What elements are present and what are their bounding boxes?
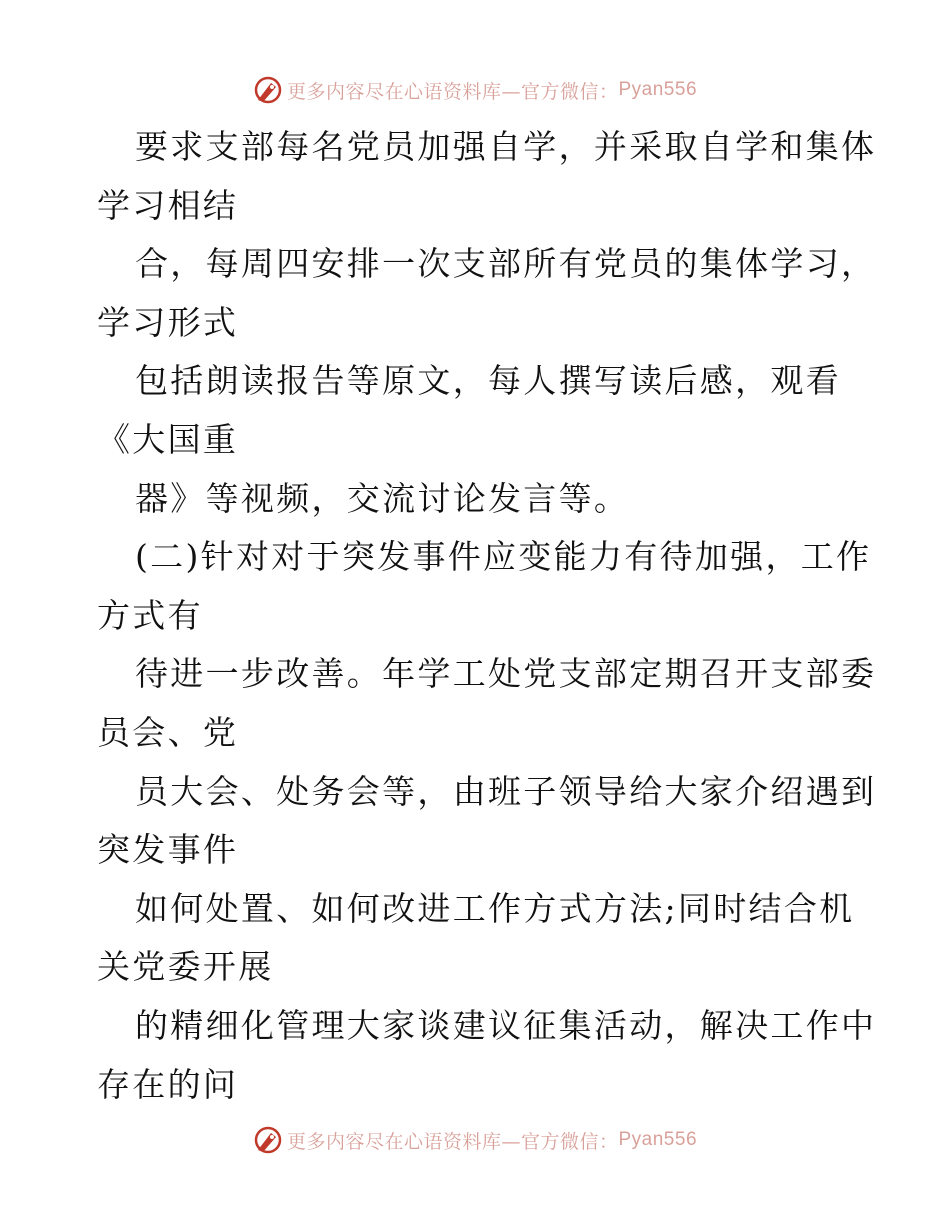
text-line: 员会、党 [97, 712, 239, 752]
text-line: 《大国重 [97, 419, 239, 459]
text-line: 突发事件 [97, 830, 239, 870]
pen-nib-logo-icon [253, 1125, 283, 1155]
text-line: 学习相结 [97, 185, 239, 225]
text-line: 存在的问 [97, 1064, 239, 1104]
text-line: 学习形式 [97, 302, 239, 342]
text-line: 如何处置、如何改进工作方式方法;同时结合机 [135, 888, 855, 928]
text-line: 合，每周四安排一次支部所有党员的集体学习， [135, 244, 877, 284]
text-line: 器》等视频，交流讨论发言等。 [135, 478, 630, 518]
text-line: 方式有 [97, 595, 203, 635]
watermark-text: 更多内容尽在心语资料库—官方微信： [286, 80, 619, 103]
watermark-id: Pyan556 [618, 79, 698, 100]
document-body [97, 118, 877, 1114]
footer-watermark [0, 1120, 950, 1160]
watermark-text: 更多内容尽在心语资料库—官方微信： [286, 1130, 619, 1153]
text-line: 包括朗读报告等原文，每人撰写读后感，观看 [135, 361, 841, 401]
text-line: 要求支部每名党员加强自学，并采取自学和集体 [135, 127, 877, 166]
text-line: 员大会、处务会等，由班子领导给大家介绍遇到 [135, 771, 877, 811]
text-line: 待进一步改善。年学工处党支部定期召开支部委 [135, 654, 877, 694]
watermark-id: Pyan556 [618, 1129, 698, 1150]
text-line: 关党委开展 [97, 947, 274, 987]
text-line: 的精细化管理大家谈建议征集活动，解决工作中 [135, 1005, 877, 1045]
pen-nib-logo-icon [253, 75, 283, 105]
header-watermark [0, 70, 950, 110]
text-line: (二)针对对于突发事件应变能力有待加强，工作 [135, 537, 872, 577]
